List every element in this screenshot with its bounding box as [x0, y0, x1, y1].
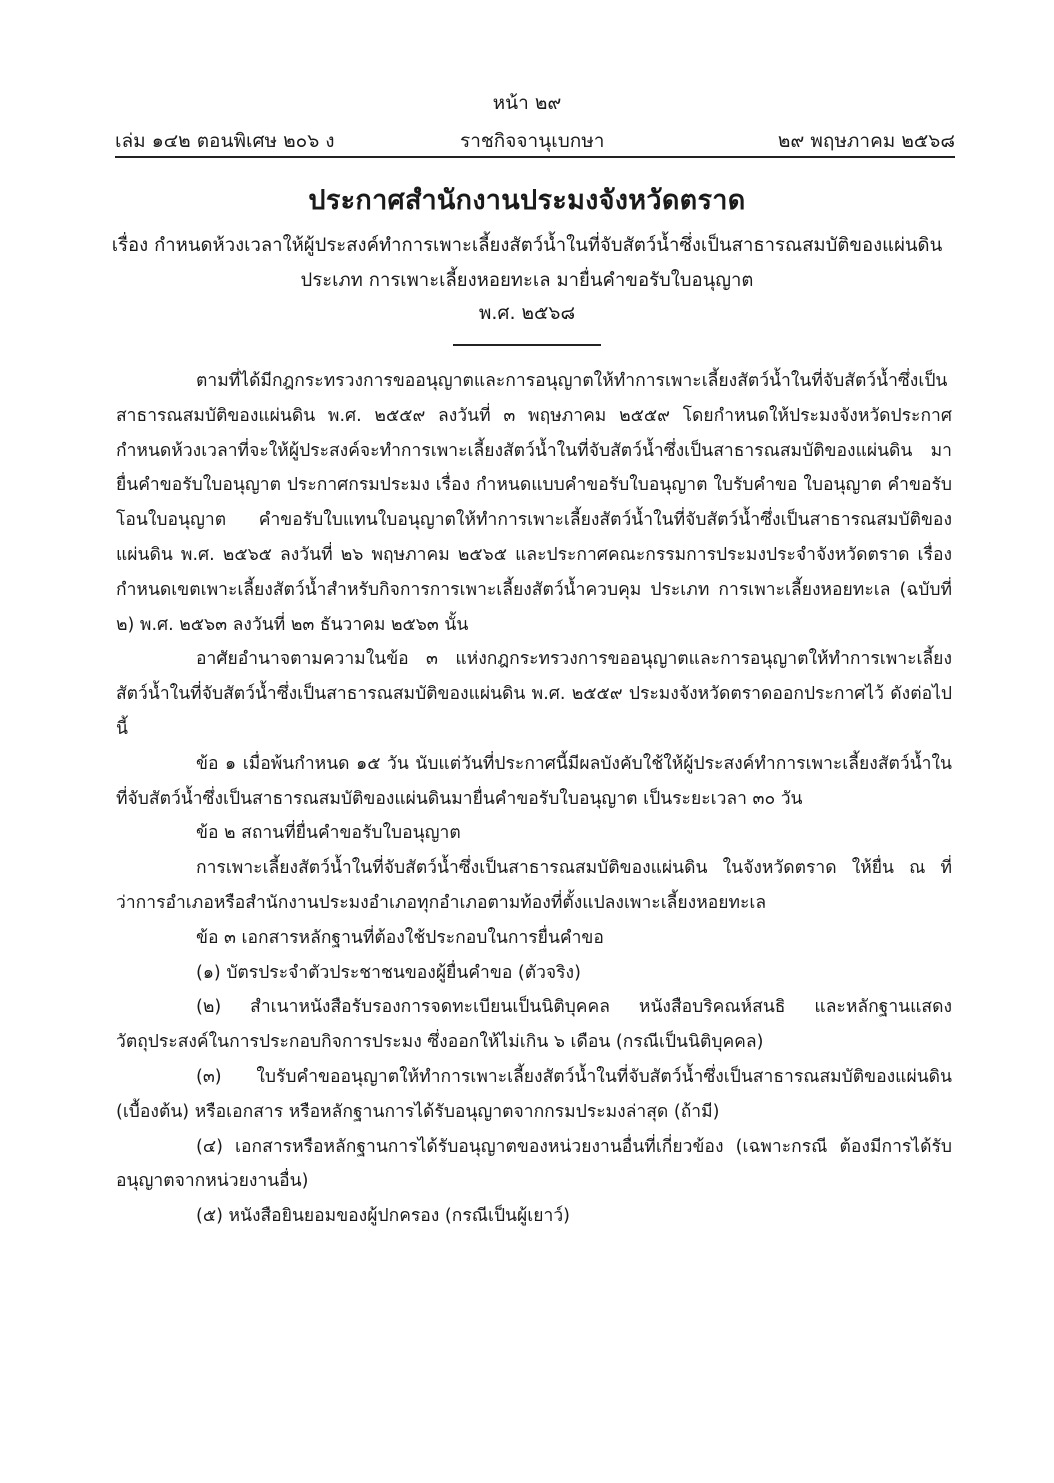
document-item: (๒) สำเนาหนังสือรับรองการจดทะเบียนเป็นนิติบุคคล หนังสือบริคณห์สนธิ และหลักฐานแสดงวัตถุประสงค์ในการประกอบกิจการประมง ซึ่งออกให้ไม่เกิน ๖ เดือน (กรณีเป็นนิติบุคคล): [116, 997, 952, 1053]
clause-1: ข้อ ๑ เมื่อพ้นกำหนด ๑๕ วัน นับแต่วันที่ประกาศนี้มีผลบังคับใช้ให้ผู้ประสงค์ทำการเพาะเลี้ยงสัตว์น้ำในที่จับสัตว์น้ำซึ่งเป็นสาธารณสมบัติของแผ่นดินมายื่นคำขอรับใบอนุญาต เป็นระยะเวลา ๓๐ วัน: [116, 753, 952, 809]
announcement-subject: [0, 228, 1054, 298]
clause-3: ข้อ ๓ เอกสารหลักฐานที่ต้องใช้ประกอบในการยื่นคำขอ: [196, 927, 604, 948]
body-paragraph: อาศัยอำนาจตามความในข้อ ๓ แห่งกฎกระทรวงการขออนุญาตและการอนุญาตให้ทำการเพาะเลี้ยงสัตว์น้ำในที่จับสัตว์น้ำซึ่งเป็นสาธารณสมบัติของแผ่นดิน พ.ศ. ๒๕๕๙ ประมงจังหวัดตราดออกประกาศไว้ ดังต่อไปนี้: [116, 649, 952, 739]
volume-issue: เล่ม ๑๔๒ ตอนพิเศษ ๒๐๖ ง: [115, 130, 335, 152]
publication-date: ๒๙ พฤษภาคม ๒๕๖๘: [777, 130, 955, 152]
body-paragraph: ตามที่ได้มีกฎกระทรวงการขออนุญาตและการอนุญาตให้ทำการเพาะเลี้ยงสัตว์น้ำในที่จับสัตว์น้ำซึ่งเป็นสาธารณสมบัติของแผ่นดิน พ.ศ. ๒๕๕๙ ลงวันที่ ๓ พฤษภาคม ๒๕๕๙ โดยกำหนดให้ประมงจังหวัดประกาศกำหนดห้วงเวลาที่จะให้ผู้ประสงค์จะทำการเพาะเลี้ยงสัตว์น้ำในที่จับสัตว์น้ำซึ่งเป็นสาธารณสมบัติของแผ่นดิน มายื่นคำขอรับใบอนุญาต ประกาศกรมประมง เรื่อง กำหนดแบบคำขอรับใบอนุญาต ใบรับคำขอ ใบอนุญาต คำขอรับโอนใบอนุญาต คำขอรับใบแทนใบอนุญาตให้ทำการเพาะเลี้ยงสัตว์น้ำในที่จับสัตว์น้ำซึ่งเป็นสาธารณสมบัติของแผ่นดิน พ.ศ. ๒๕๖๕ ลงวันที่ ๒๖ พฤษภาคม ๒๕๖๕ และประกาศคณะกรรมการประมงประจำจังหวัดตราด เรื่อง กำหนดเขตเพาะเลี้ยงสัตว์น้ำสำหรับกิจการการเพาะเลี้ยงสัตว์น้ำควบคุม ประเภท การเพาะเลี้ยงหอยทะเล (ฉบับที่ ๒) พ.ศ. ๒๕๖๓ ลงวันที่ ๒๓ ธันวาคม ๒๕๖๓ นั้น: [116, 371, 952, 635]
document-item: (๑) บัตรประจำตัวประชาชนของผู้ยื่นคำขอ (ตัวจริง): [196, 962, 581, 983]
gazette-name: ราชกิจจานุเบกษา: [460, 130, 605, 152]
subject-line: ประเภท การเพาะเลี้ยงหอยทะเล มายื่นคำขอรับใบอนุญาต: [300, 270, 754, 291]
body-paragraph: การเพาะเลี้ยงสัตว์น้ำในที่จับสัตว์น้ำซึ่งเป็นสาธารณสมบัติของแผ่นดิน ในจังหวัดตราด ให้ยื่น ณ ที่ว่าการอำเภอหรือสำนักงานประมงอำเภอทุกอำเภอตามท้องที่ตั้งแปลงเพาะเลี้ยงหอยทะเล: [116, 858, 952, 913]
announcement-title: ประกาศสำนักงานประมงจังหวัดตราด: [308, 185, 746, 216]
page-number: หน้า ๒๙: [492, 92, 562, 114]
document-item: (๕) หนังสือยินยอมของผู้ปกครอง (กรณีเป็นผู้เยาว์): [196, 1206, 570, 1227]
clause-2: ข้อ ๒ สถานที่ยื่นคำขอรับใบอนุญาต: [196, 823, 461, 844]
title-divider: [453, 344, 601, 346]
announcement-body: [116, 364, 952, 1234]
subject-line: เรื่อง กำหนดห้วงเวลาให้ผู้ประสงค์ทำการเพาะเลี้ยงสัตว์น้ำในที่จับสัตว์น้ำซึ่งเป็นสาธารณสมบัติของแผ่นดิน: [111, 235, 943, 256]
document-item: (๓) ใบรับคำขออนุญาตให้ทำการเพาะเลี้ยงสัตว์น้ำในที่จับสัตว์น้ำซึ่งเป็นสาธารณสมบัติของแผ่นดิน (เบื้องต้น) หรือเอกสาร หรือหลักฐานการได้รับอนุญาตจากกรมประมงล่าสุด (ถ้ามี): [116, 1066, 952, 1122]
announcement-year: พ.ศ. ๒๕๖๘: [478, 302, 576, 324]
document-item: (๔) เอกสารหรือหลักฐานการได้รับอนุญาตของหน่วยงานอื่นที่เกี่ยวข้อง (เฉพาะกรณี ต้องมีการได้รับอนุญาตจากหน่วยงานอื่น): [116, 1136, 952, 1192]
gazette-header: [115, 122, 955, 158]
